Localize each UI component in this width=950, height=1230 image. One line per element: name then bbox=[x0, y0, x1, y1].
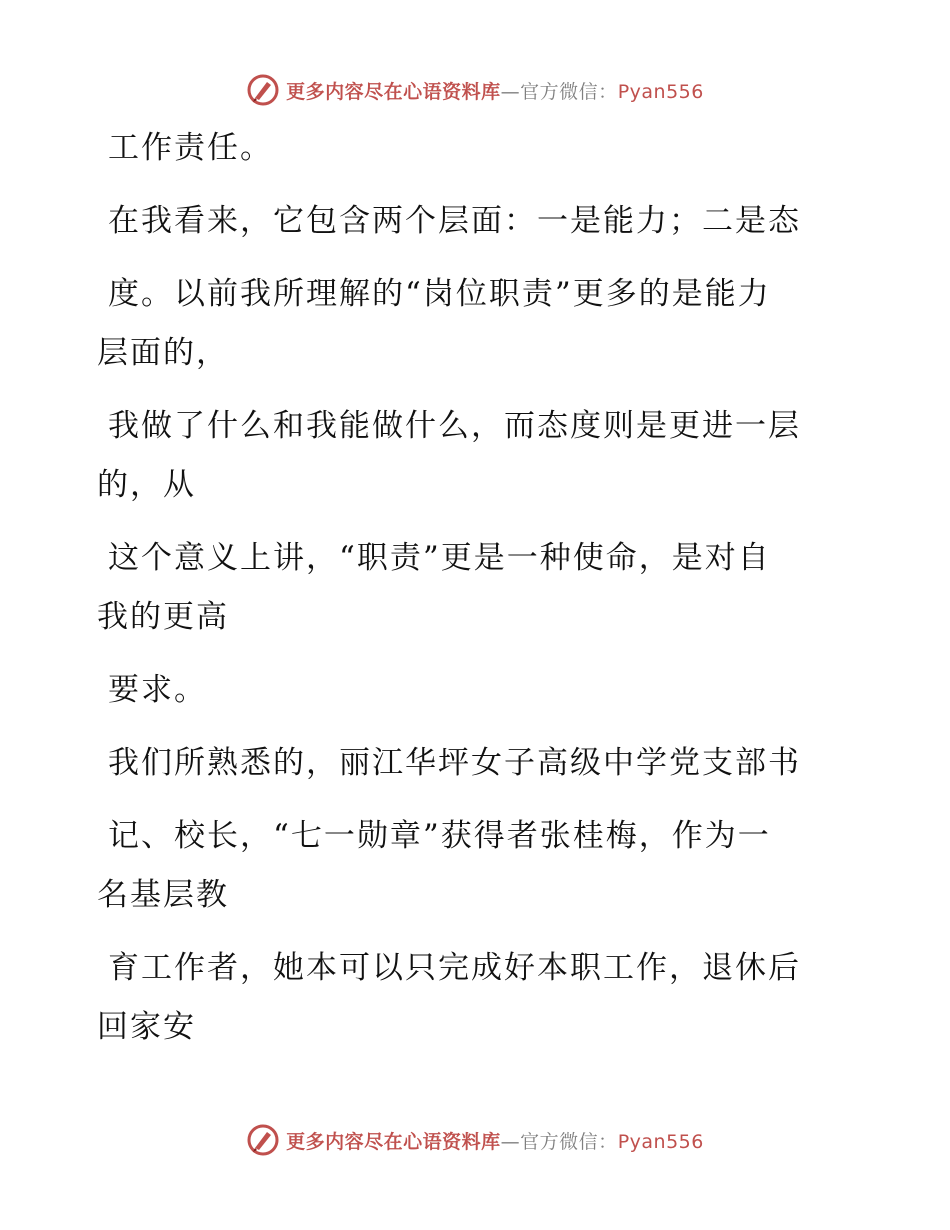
body-line: 育工作者，她本可以只完成好本职工作，退休后 bbox=[108, 950, 801, 986]
banner-wechat-id: Pyan556 bbox=[617, 1130, 704, 1153]
body-line: 在我看来，它包含两个层面：一是能力；二是态 bbox=[108, 203, 801, 239]
banner-main-text: 更多内容尽在心语资料库 bbox=[286, 80, 501, 103]
banner-text bbox=[286, 1127, 704, 1154]
body-line: 我做了什么和我能做什么，而态度则是更进一层 bbox=[108, 408, 801, 444]
banner-sub-text: 官方微信： bbox=[520, 1130, 618, 1153]
pen-logo-icon bbox=[246, 73, 280, 107]
body-line: 工作责任。 bbox=[108, 130, 273, 166]
pen-logo-icon bbox=[246, 1123, 280, 1157]
body-line: 记、校长，“七一勋章”获得者张桂梅，作为一 bbox=[108, 818, 771, 854]
banner-separator: — bbox=[500, 80, 521, 103]
body-line: 我们所熟悉的，丽江华坪女子高级中学党支部书 bbox=[108, 745, 801, 781]
body-line: 我的更高 bbox=[97, 599, 229, 635]
banner-wechat-id: Pyan556 bbox=[617, 80, 704, 103]
body-line: 度。以前我所理解的“岗位职责”更多的是能力 bbox=[108, 276, 771, 312]
body-line: 的，从 bbox=[97, 467, 196, 503]
body-line: 层面的， bbox=[97, 335, 229, 371]
body-line: 名基层教 bbox=[97, 877, 229, 913]
header-banner bbox=[0, 70, 950, 110]
body-line: 这个意义上讲，“职责”更是一种使命，是对自 bbox=[108, 540, 771, 576]
footer-banner bbox=[0, 1120, 950, 1160]
banner-separator: — bbox=[500, 1130, 521, 1153]
body-line: 回家安 bbox=[97, 1009, 196, 1045]
body-line: 要求。 bbox=[108, 672, 207, 708]
banner-text bbox=[286, 77, 704, 104]
banner-sub-text: 官方微信： bbox=[520, 80, 618, 103]
banner-main-text: 更多内容尽在心语资料库 bbox=[286, 1130, 501, 1153]
